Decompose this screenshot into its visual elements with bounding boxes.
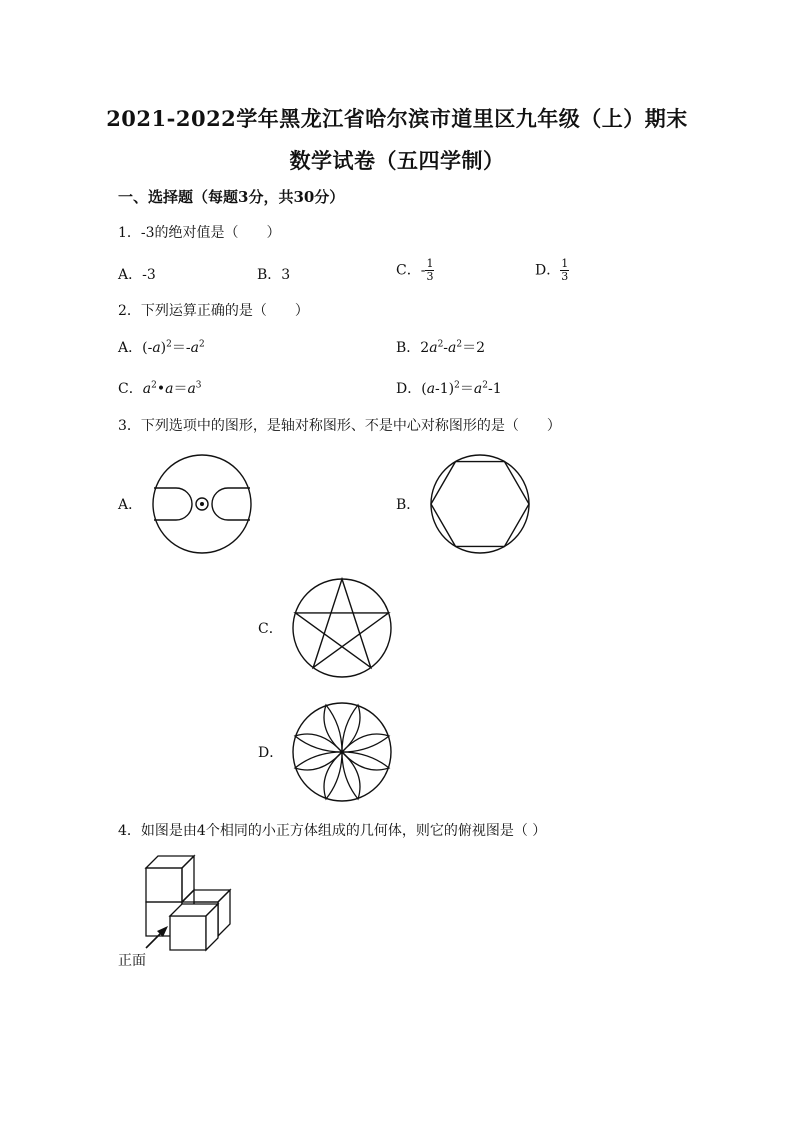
q2-c-var2: a (165, 381, 174, 397)
q2-c-eq: ＝ (173, 381, 188, 397)
q1-option-d-denominator: 3 (561, 270, 569, 283)
q2-c-dot: • (156, 381, 166, 397)
q2-d-pre: D．( (396, 381, 427, 397)
q3-option-a-label: A． (118, 497, 143, 513)
q2-d-eq: ＝ (459, 381, 474, 397)
q2-option-a (118, 337, 205, 357)
q2-b-sup2: 2 (456, 339, 463, 350)
q2-a-mid: ) (160, 340, 167, 356)
q2-b-dash: - (443, 340, 449, 356)
q2-option-b (396, 337, 485, 357)
q3-option-b-figure (428, 452, 532, 556)
q2-d-sup: 2 (454, 380, 460, 391)
q3-stem: 3．下列选项中的图形，是轴对称图形、不是中心对称图形的是（ ） (118, 418, 561, 434)
q2-d-var: a (426, 381, 436, 397)
q2-a-var: a (152, 340, 161, 356)
q2-d-tail: -1 (487, 381, 502, 397)
q1-option-c-denominator: 3 (426, 270, 434, 283)
q3-option-a-figure (150, 452, 254, 556)
q2-d-sup2: 2 (482, 380, 488, 391)
q2-d-var2: a (473, 381, 483, 397)
q2-a-var2: a (190, 340, 199, 356)
q2-option-d (396, 378, 502, 398)
q3-option-d-label: D． (258, 745, 284, 761)
q1-option-c (396, 258, 434, 283)
section-heading: 一、选择题（每题3分，共30分） (118, 188, 345, 206)
q2-b-eq: ＝2 (462, 340, 486, 356)
q2-c-sup3: 3 (195, 380, 202, 391)
q3-option-c-figure (290, 576, 394, 680)
q4-stem: 4．如图是由4个相同的小正方体组成的几何体，则它的俯视图是（ ） (118, 823, 547, 839)
q2-c-sup: 2 (151, 380, 157, 391)
q2-a-sup: 2 (166, 339, 172, 350)
doc-title-line1: 2021-2022学年黑龙江省哈尔滨市道里区九年级（上）期末 (106, 106, 688, 131)
q1-option-d-numerator: 1 (561, 257, 569, 270)
q3-option-b-label: B． (396, 497, 421, 513)
q3-option-d-figure (290, 700, 394, 804)
q1-option-d (535, 258, 569, 283)
q2-b-sup: 2 (437, 339, 444, 350)
q2-a-sup2: 2 (198, 339, 205, 350)
q2-c-var: a (142, 381, 152, 397)
q4-front-label: 正面 (118, 953, 146, 969)
q1-option-c-prefix: C．- (396, 262, 426, 279)
q2-a-pre: A．(- (118, 340, 153, 356)
q2-b-pre: B．2 (396, 340, 430, 356)
q2-option-c (118, 378, 202, 398)
q1-option-d-prefix: D． (535, 262, 561, 279)
q1-option-a: A．-3 (118, 267, 156, 283)
q2-stem: 2．下列运算正确的是（ ） (118, 303, 309, 319)
doc-title-line2: 数学试卷（五四学制） (289, 148, 505, 173)
q3-option-c-label: C． (258, 621, 283, 637)
q2-d-mid: -1) (435, 381, 455, 397)
q2-b-var2: a (448, 340, 457, 356)
q1-stem: 1．-3的绝对值是（ ） (118, 225, 281, 241)
q1-option-b: B．3 (257, 267, 291, 283)
q1-option-d-fraction (560, 258, 569, 283)
q1-option-c-numerator: 1 (426, 257, 434, 270)
q2-a-eq: ＝- (171, 340, 191, 356)
q1-option-c-fraction (425, 258, 434, 283)
q2-b-var: a (429, 340, 438, 356)
q4-cube-figure (118, 850, 238, 955)
q2-c-pre: C． (118, 381, 143, 397)
q2-c-var3: a (187, 381, 196, 397)
